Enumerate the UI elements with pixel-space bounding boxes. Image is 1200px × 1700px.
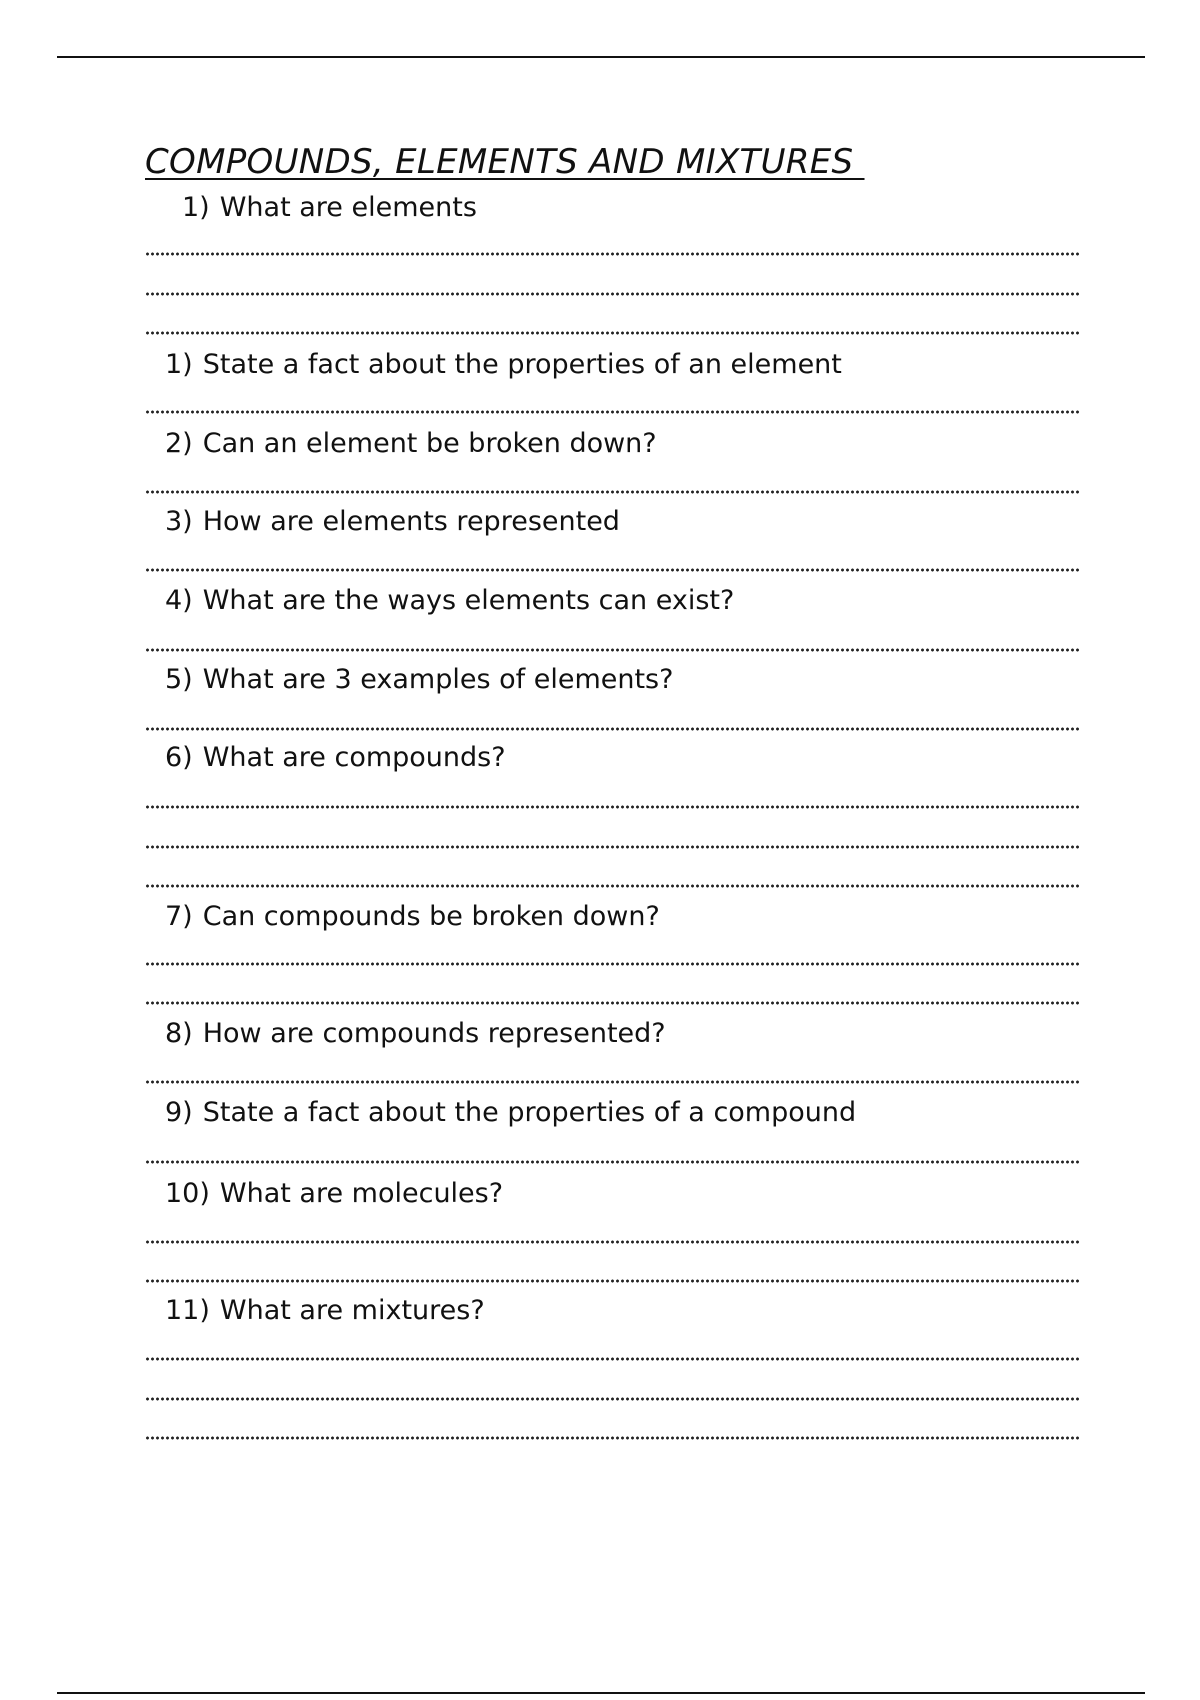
question — [165, 505, 620, 539]
question — [165, 663, 673, 697]
answer-line[interactable] — [145, 1279, 1080, 1283]
question-number: 7) — [165, 901, 193, 932]
answer-line[interactable] — [145, 252, 1080, 256]
question-number: 6) — [165, 742, 193, 773]
answer-line[interactable] — [145, 568, 1080, 572]
question-text: What are compounds? — [202, 742, 506, 773]
question — [165, 584, 734, 618]
question-text: What are molecules? — [219, 1178, 504, 1209]
answer-line[interactable] — [145, 962, 1080, 966]
answer-line[interactable] — [145, 805, 1080, 809]
question-text: Can an element be broken down? — [202, 428, 657, 459]
answer-line[interactable] — [145, 1160, 1080, 1164]
question-text: State a fact about the properties of a compound — [202, 1097, 857, 1128]
question-number: 1) — [182, 192, 210, 223]
question — [165, 348, 842, 382]
question-text: What are the ways elements can exist? — [202, 585, 735, 616]
worksheet-title: COMPOUNDS, ELEMENTS AND MIXTURES — [145, 142, 865, 182]
question — [165, 1294, 485, 1328]
answer-line[interactable] — [145, 331, 1080, 335]
question-number: 8) — [165, 1018, 193, 1049]
answer-line[interactable] — [145, 1357, 1080, 1361]
question-number: 9) — [165, 1097, 193, 1128]
answer-line[interactable] — [145, 727, 1080, 731]
question — [165, 427, 657, 461]
answer-line[interactable] — [145, 490, 1080, 494]
question — [165, 900, 660, 934]
question-number: 1) — [165, 349, 193, 380]
question-text: What are 3 examples of elements? — [202, 664, 674, 695]
question-text: What are mixtures? — [219, 1295, 485, 1326]
footer-rule — [57, 1692, 1145, 1694]
question-number: 2) — [165, 428, 193, 459]
answer-line[interactable] — [145, 1397, 1080, 1401]
question — [182, 191, 477, 225]
answer-line[interactable] — [145, 1240, 1080, 1244]
question — [165, 741, 506, 775]
question-text: How are compounds represented? — [202, 1018, 666, 1049]
answer-line[interactable] — [145, 648, 1080, 652]
question — [165, 1017, 666, 1051]
answer-line[interactable] — [145, 1436, 1080, 1440]
answer-line[interactable] — [145, 845, 1080, 849]
question-number: 5) — [165, 664, 193, 695]
question-text: Can compounds be broken down? — [202, 901, 660, 932]
question-text: State a fact about the properties of an element — [202, 349, 842, 380]
answer-line[interactable] — [145, 410, 1080, 414]
answer-line[interactable] — [145, 292, 1080, 296]
question — [165, 1177, 503, 1211]
question-number: 3) — [165, 506, 193, 537]
answer-line[interactable] — [145, 1001, 1080, 1005]
answer-line[interactable] — [145, 1080, 1080, 1084]
answer-line[interactable] — [145, 884, 1080, 888]
header-rule — [57, 56, 1145, 58]
question — [165, 1096, 856, 1130]
question-number: 10) — [165, 1178, 210, 1209]
question-number: 11) — [165, 1295, 210, 1326]
question-number: 4) — [165, 585, 193, 616]
question-text: What are elements — [219, 192, 477, 223]
question-text: How are elements represented — [202, 506, 620, 537]
